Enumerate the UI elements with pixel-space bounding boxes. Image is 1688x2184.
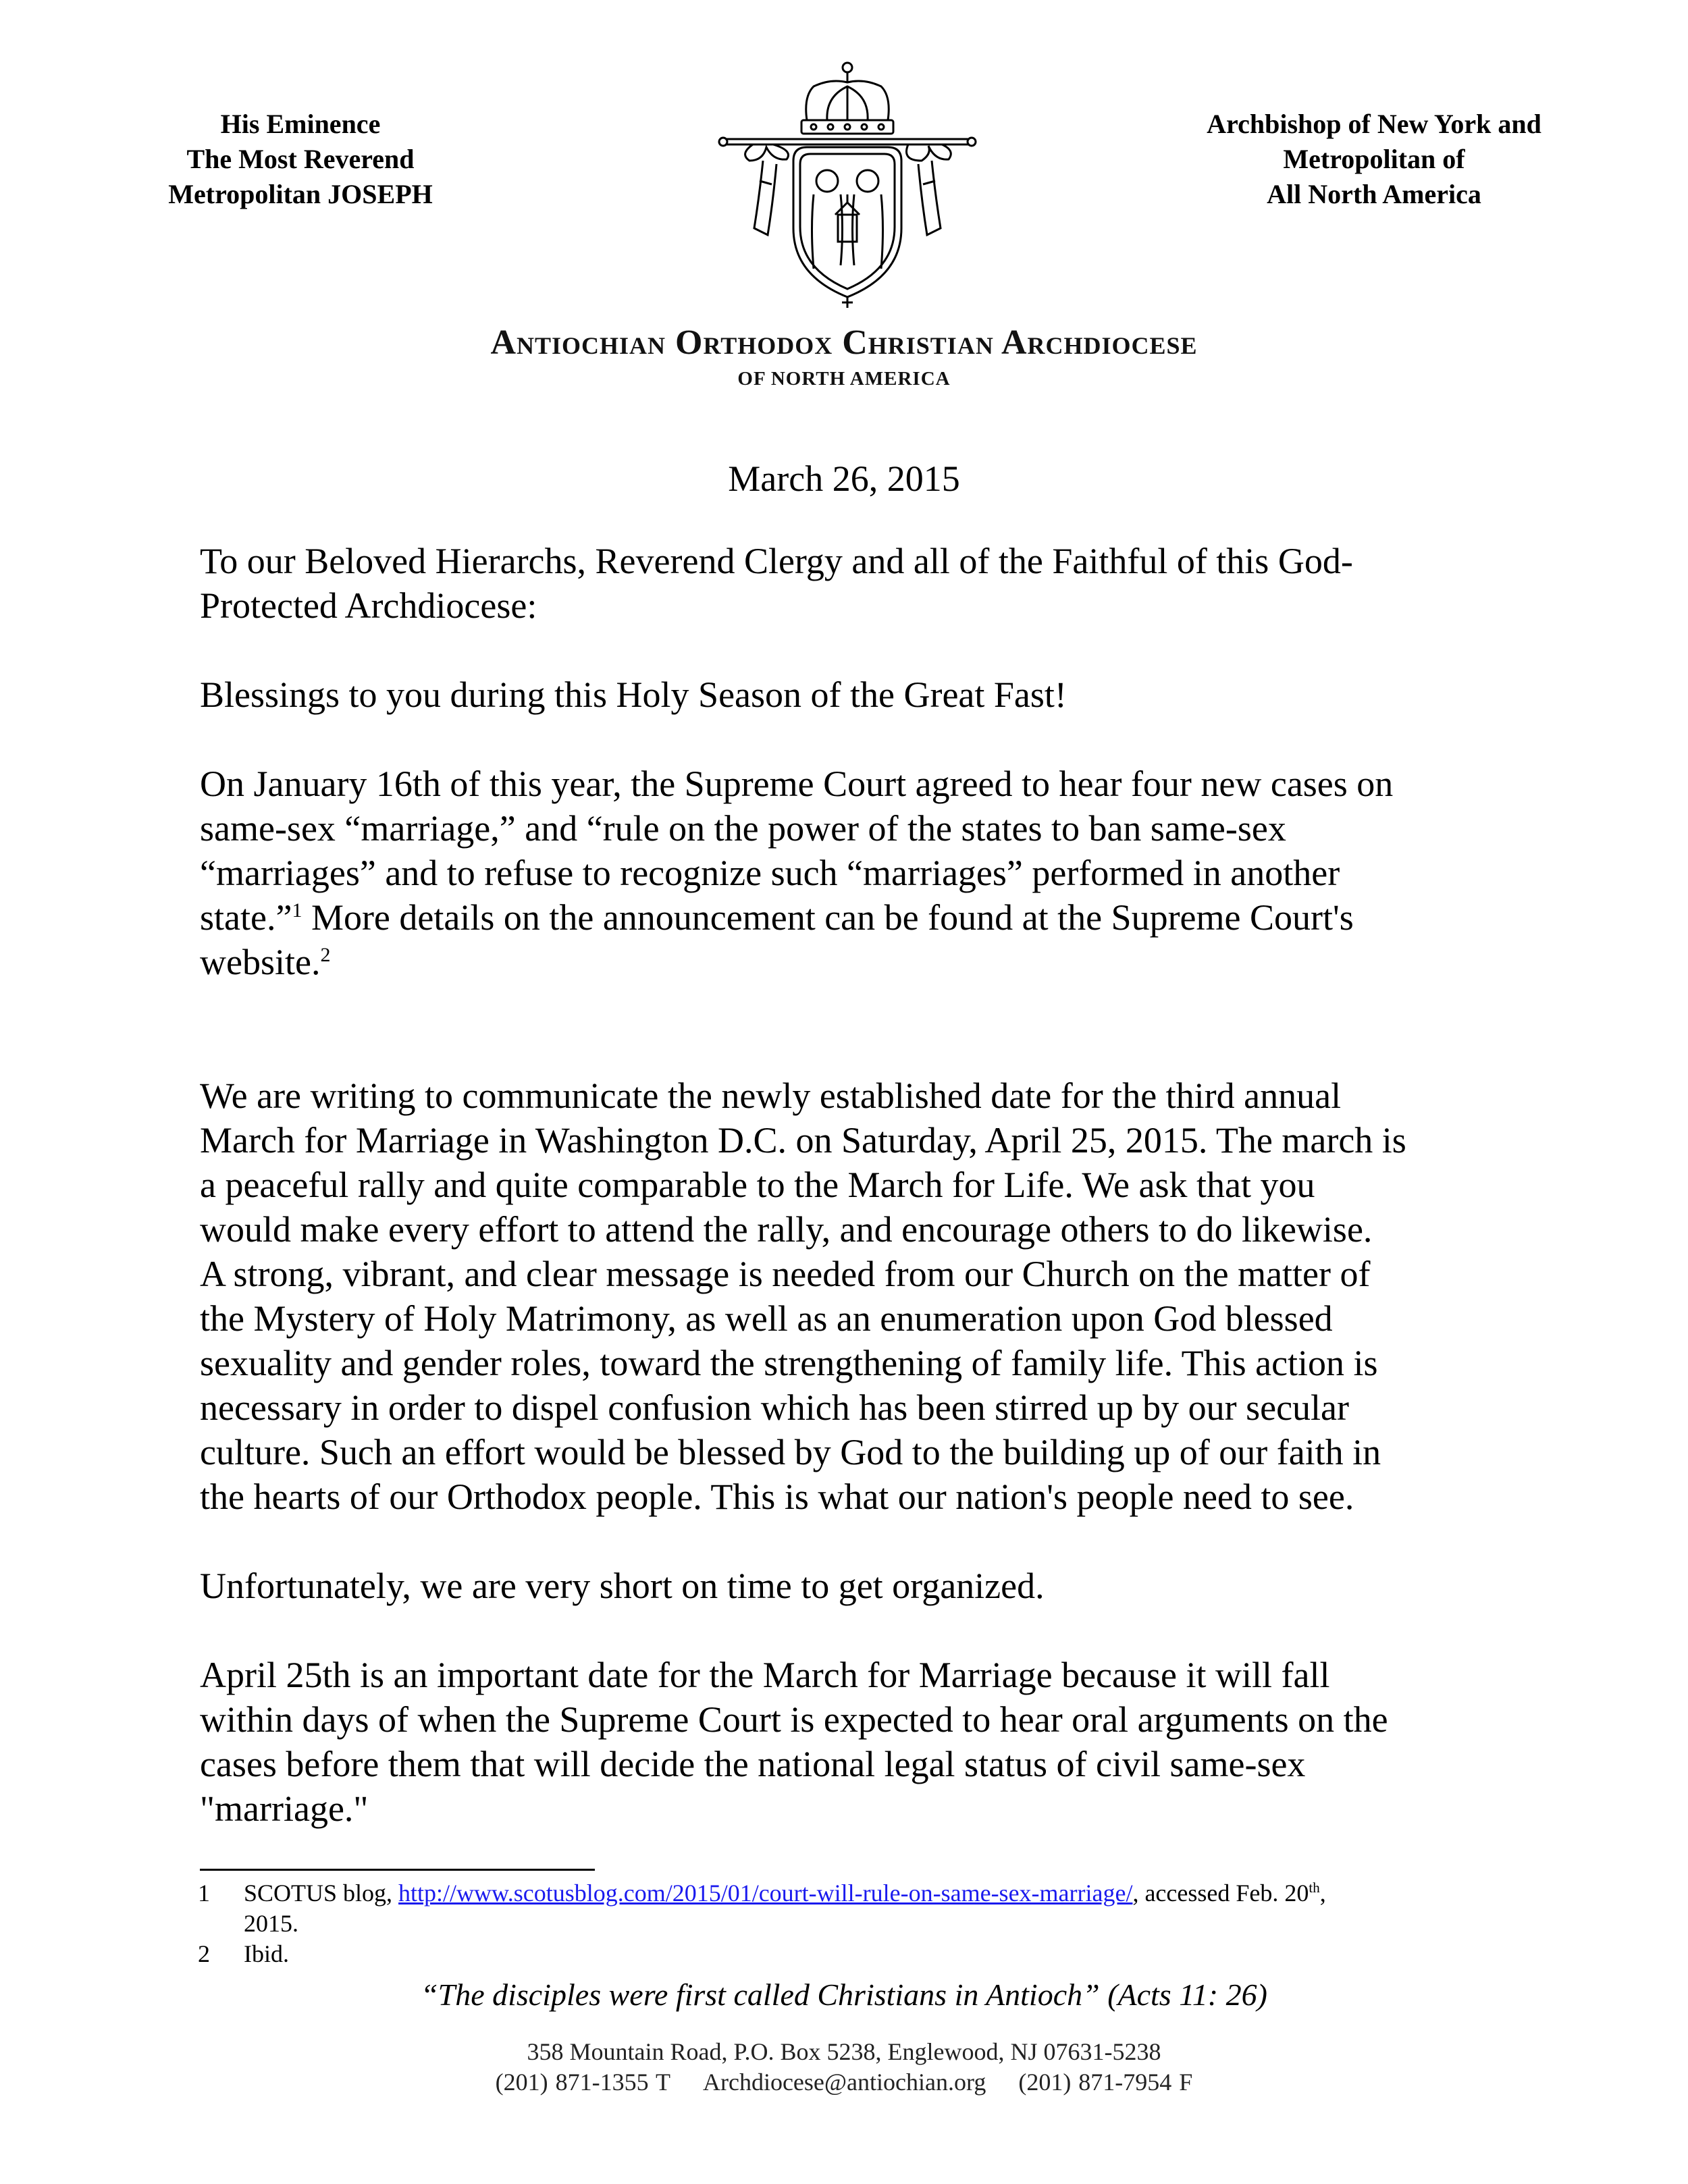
header-left-line: The Most Reverend: [186, 144, 415, 174]
organization-subtitle: OF NORTH AMERICA: [737, 368, 951, 390]
email-address[interactable]: Archdiocese@antiochian.org: [702, 2069, 986, 2096]
letter-body: [200, 539, 1516, 1875]
footnote-divider: [200, 1869, 595, 1871]
header-right-block: [1185, 107, 1563, 212]
footnote-1: 1 SCOTUS blog, http://www.scotusblog.com/2015/01/court-will-rule-on-same-sex-marriage/, accessed Feb. 20th, 2015.: [198, 1880, 1326, 1937]
header-right-line: Metropolitan of: [1283, 144, 1465, 174]
footnotes: [198, 1878, 1514, 1969]
address-line: 358 Mountain Road, P.O. Box 5238, Englewood, NJ 07631-5238: [527, 2038, 1161, 2065]
paragraph-march-for-marriage: We are writing to communicate the newly established date for the third annual March for Marriage in Washington D.C. on Saturday, April 25, 2015. The march is a peaceful rally and quite comparable to the March for Life. We ask that you would make every effort to attend the rally, and encourage others to do likewise. A strong, vibrant, and clear message is needed from our Church on the matter of the Mystery of Holy Matrimony, as well as an enumeration upon God blessed sexuality and gender roles, toward the strengthening of family life. This action is necessary in order to dispel confusion which has been stirred up by our secular culture. Such an effort would be blessed by God to the building up of our faith in the hearts of our Orthodox people. This is what our nation's people need to see.: [200, 1075, 1406, 1517]
contact-line: [0, 2068, 1688, 2096]
footnote-ref-2[interactable]: 2: [320, 944, 331, 966]
scotusblog-link[interactable]: http://www.scotusblog.com/2015/01/court-will-rule-on-same-sex-marriage/: [398, 1880, 1133, 1907]
letter-date: March 26, 2015: [728, 458, 960, 499]
archdiocese-seal-icon: [712, 59, 982, 309]
header-left-line: Metropolitan JOSEPH: [168, 179, 433, 209]
header-right-line: Archbishop of New York and: [1207, 109, 1541, 139]
salutation: To our Beloved Hierarchs, Reverend Clergy and all of the Faithful of this God- Protected Archdiocese:: [200, 541, 1353, 626]
phone-number: (201) 871-1355 T: [495, 2069, 670, 2096]
organization-name: Antiochian Orthodox Christian Archdiocese: [490, 323, 1198, 362]
header-right-line: All North America: [1267, 179, 1481, 209]
header-left-line: His Eminence: [220, 109, 381, 139]
blessing-paragraph: Blessings to you during this Holy Season of the Great Fast!: [200, 674, 1067, 715]
acts-quote: “The disciples were first called Christians in Antioch” (Acts 11: 26): [421, 1977, 1267, 2012]
footnote-2: 2 Ibid.: [198, 1940, 289, 1967]
fax-number: (201) 871-7954 F: [1018, 2069, 1193, 2096]
paragraph-supreme-court: On January 16th of this year, the Supreme Court agreed to hear four new cases on same-sex “marriage,” and “rule on the power of the states to ban same-sex “marriages” and to refuse to recognize such “marriages” performed in another state.”$^1$ More details on the announcement can be found at the Supreme Court's website.$^2$: [200, 764, 1394, 982]
footnote-ref-1[interactable]: 1: [292, 899, 302, 922]
paragraph-april-25: April 25th is an important date for the March for Marriage because it will fall within days of when the Supreme Court is expected to hear oral arguments on the cases before them that will decide the national legal status of civil same-sex "marriage.": [200, 1655, 1388, 1829]
paragraph-short-on-time: Unfortunately, we are very short on time to get organized.: [200, 1566, 1045, 1606]
header-left-block: [111, 107, 490, 212]
